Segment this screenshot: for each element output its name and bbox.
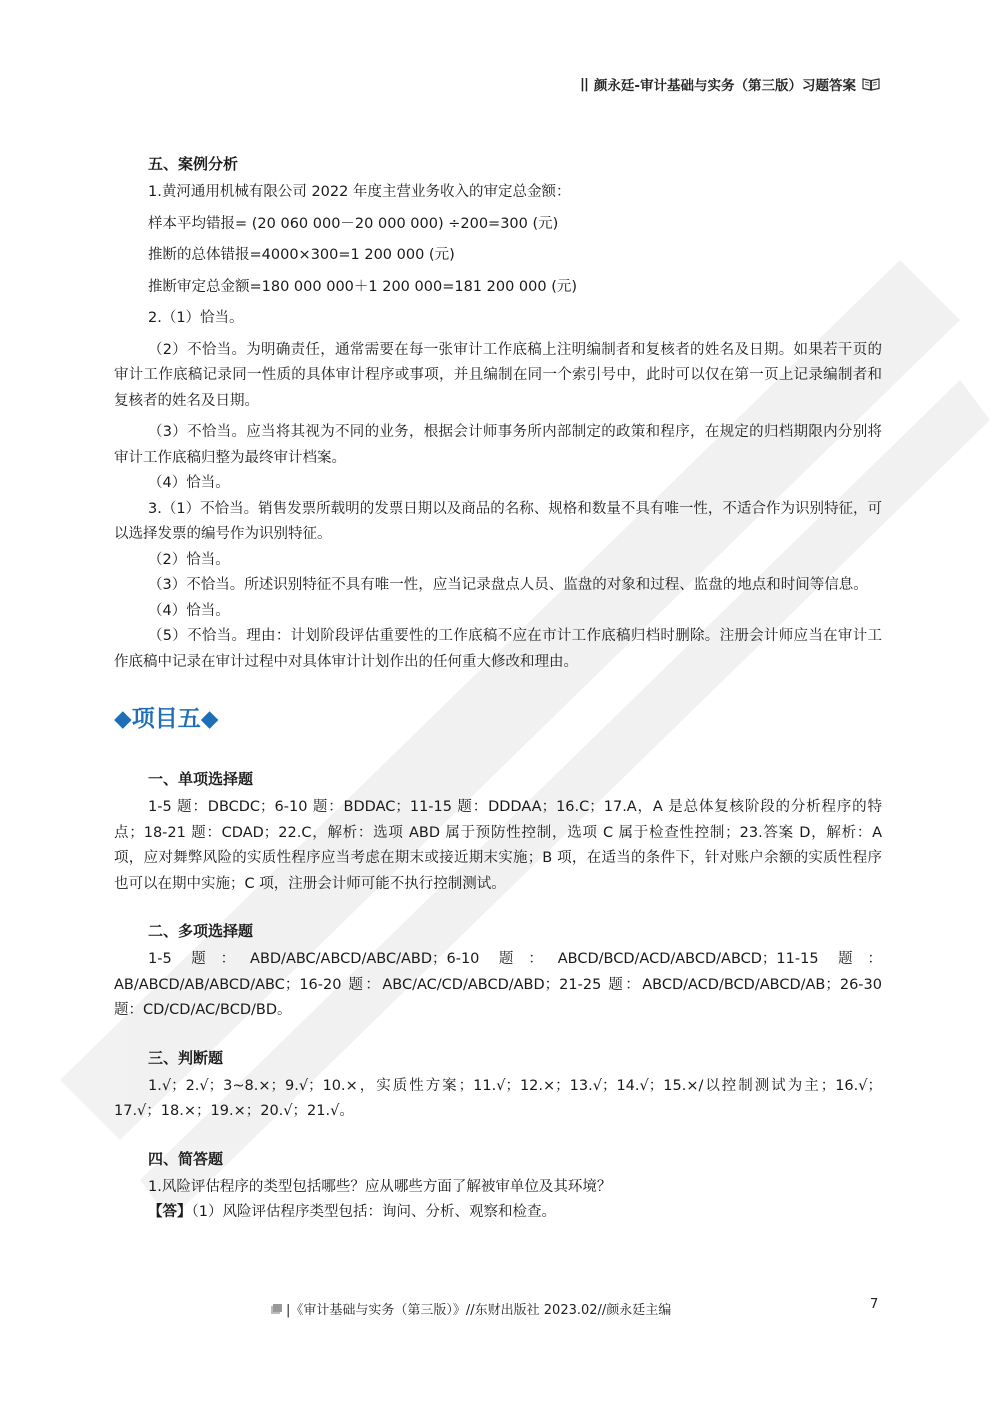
section-title-judgement: 三、判断题 xyxy=(148,1048,224,1067)
short-answer-question-1: 1.风险评估程序的类型包括哪些？应从哪些方面了解被审单位及其环境？ xyxy=(148,1178,612,1195)
case-line-2: 样本平均错报= (20 060 000－20 000 000) ÷200=300 (元) xyxy=(148,215,559,232)
case-line-3: 推断的总体错报=4000×300=1 200 000 (元) xyxy=(148,247,455,263)
page-content xyxy=(114,152,882,1226)
case-line-9: 3.（1）不恰当。销售发票所载明的发票日期以及商品的名称、规格和数量不具有唯一性，不适合作为识别特征，可以选择发票的编号作为识别特征。 xyxy=(114,500,882,542)
case-line-6: （2）不恰当。为明确责任，通常需要在每一张审计工作底稿上注明编制者和复核者的姓名及日期。如果若干页的审计工作底稿记录同一性质的具体审计程序或事项，并且编制在同一个索引号中，此时可以仅在第一页上记录编制者和复核者的姓名及日期。 xyxy=(114,341,882,409)
case-line-11: （3）不恰当。所述识别特征不具有唯一性，应当记录盘点人员、监盘的对象和过程、监盘的地点和时间等信息。 xyxy=(148,577,868,593)
page-footer xyxy=(270,1299,671,1318)
case-line-7: （3）不恰当。应当将其视为不同的业务，根据会计师事务所内部制定的政策和程序，在规定的归档期限内分别将审计工作底稿归整为最终审计档案。 xyxy=(114,424,882,466)
single-choice-answers: 1-5 题：DBCDC；6-10 题：BDDAC；11-15 题：DDDAA；16.C；17.A，A 是总体复核阶段的分析程序的特点；18-21 题：CDAD；22.C，解析：选项 ABD 属于预防性控制，选项 C 属于检查性控制；23.答案 D，解析：A 项，应对舞弊风险的实质性程序应当考虑在期末或接近期末实施；B 项，在适当的条件下，针对账户余额的实质性程序也可以在期中实施；C 项，注册会计师可能不执行控制测试。 xyxy=(114,799,882,892)
multi-choice-answers: 1-5 题：ABD/ABC/ABCD/ABC/ABD；6-10 题：ABCD/BCD/ACD/ABCD/ABCD；11-15 题：AB/ABCD/AB/ABCD/ABC；16-20 题：ABC/AC/CD/ABCD/ABD；21-25 题：ABCD/ACD/BCD/ABCD/AB；26-30 题：CD/CD/AC/BCD/BD。 xyxy=(114,951,882,1018)
answer-label: 【答】 xyxy=(148,1204,192,1220)
case-line-4: 推断审定总金额=180 000 000＋1 200 000=181 200 000 (元) xyxy=(148,278,578,295)
case-line-1: 1.黄河通用机械有限公司 2022 年度主营业务收入的审定总金额： xyxy=(148,184,571,200)
section-title-short-answer: 四、简答题 xyxy=(148,1149,224,1168)
header-separator: || xyxy=(580,76,588,92)
project-title: ◆项目五◆ xyxy=(114,706,219,732)
section-title-single-choice: 一、单项选择题 xyxy=(148,770,254,788)
case-line-10: （2）恰当。 xyxy=(148,551,230,568)
page-number: 7 xyxy=(870,1297,879,1312)
short-answer-answer-1 xyxy=(114,1200,882,1226)
case-line-8: （4）恰当。 xyxy=(148,475,230,491)
case-line-5: 2.（1）恰当。 xyxy=(148,310,244,326)
case-line-12: （4）恰当。 xyxy=(148,602,230,619)
document-stack-icon xyxy=(270,1303,284,1315)
footer-text: |《审计基础与实务（第三版）》//东财出版社 2023.02//颜永廷主编 xyxy=(286,1303,672,1318)
page-header xyxy=(580,74,880,94)
judgement-answers: 1.√；2.√；3~8.×；9.√；10.×，实质性方案；11.√；12.×；13.√；14.√；15.×/以控制测试为主；16.√；17.√；18.×；19.×；20.√；21.√。 xyxy=(114,1077,882,1119)
case-line-13: （5）不恰当。理由：计划阶段评估重要性的工作底稿不应在市计工作底稿归档时删除。注册会计师应当在审计工作底稿中记录在审计过程中对具体审计计划作出的任何重大修改和理由。 xyxy=(114,628,882,670)
header-title: 颜永廷-审计基础与实务（第三版）习题答案 xyxy=(593,78,856,94)
section-title-multi-choice: 二、多项选择题 xyxy=(148,922,254,940)
answer-text: （1）风险评估程序类型包括：询问、分析、观察和检查。 xyxy=(191,1204,556,1220)
section-title-case-analysis: 五、案例分析 xyxy=(148,155,239,173)
book-icon xyxy=(862,77,880,91)
